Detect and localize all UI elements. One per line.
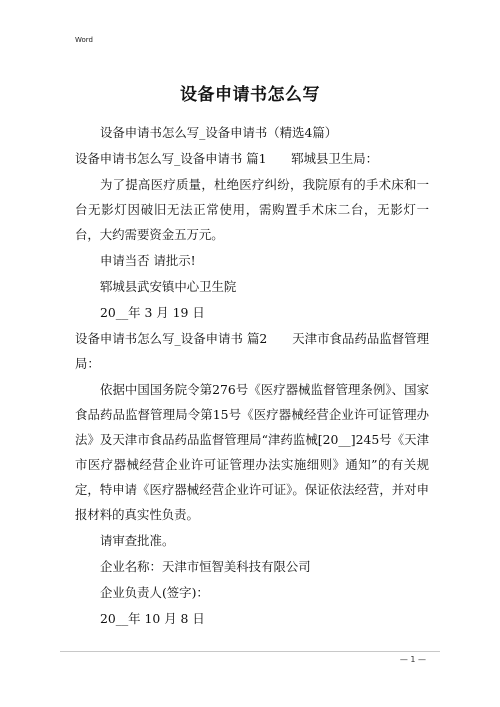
- paragraph-request-approval: 申请当否 请批示!: [100, 253, 196, 268]
- page-number: — 1 —: [399, 655, 426, 664]
- paragraph-applicant-org: 郓城县武安镇中心卫生院: [100, 279, 237, 294]
- paragraph-subtitle: 设备申请书怎么写_设备申请书（精选4篇）: [100, 125, 338, 140]
- paragraph-review-request: 请审查批准。: [100, 533, 175, 548]
- header-label: Word: [75, 36, 93, 44]
- paragraph-section-1-heading: 设备申请书怎么写_设备申请书 篇1 郓城县卫生局：: [75, 151, 379, 166]
- paragraph-section-2-heading: 设备申请书怎么写_设备申请书 篇2 天津市食品药品监督管理局：: [75, 331, 429, 371]
- paragraph-date-1: 20__年 3 月 19 日: [100, 305, 205, 320]
- document-title: 设备申请书怎么写: [180, 85, 320, 105]
- paragraph-section-1-body: 为了提高医疗质量，杜绝医疗纠纷，我院原有的手术床和一台无影灯因破旧无法正常使用，需购置手术床二台，无影灯一台，大约需要资金五万元。: [75, 177, 429, 242]
- document-body: [75, 120, 429, 632]
- paragraph-date-2: 20__年 10 月 8 日: [100, 611, 205, 626]
- paragraph-company-signatory: 企业负责人(签字)：: [100, 585, 209, 600]
- footer-divider: [60, 651, 440, 652]
- paragraph-company-name: 企业名称：天津市恒智美科技有限公司: [100, 559, 311, 574]
- paragraph-section-2-body: 依据中国国务院令第276号《医疗器械监督管理条例》、国家食品药品监督管理局令第15号《医疗器械经营企业许可证管理办法》及天津市食品药品监督管理局“津药监械[20__]245号《天津市医疗器械经营企业许可证管理办法实施细则》通知”的有关规定，特申请《医疗器械经营企业许可证》。保证依法经营，并对申报材料的真实性负责。: [75, 382, 429, 522]
